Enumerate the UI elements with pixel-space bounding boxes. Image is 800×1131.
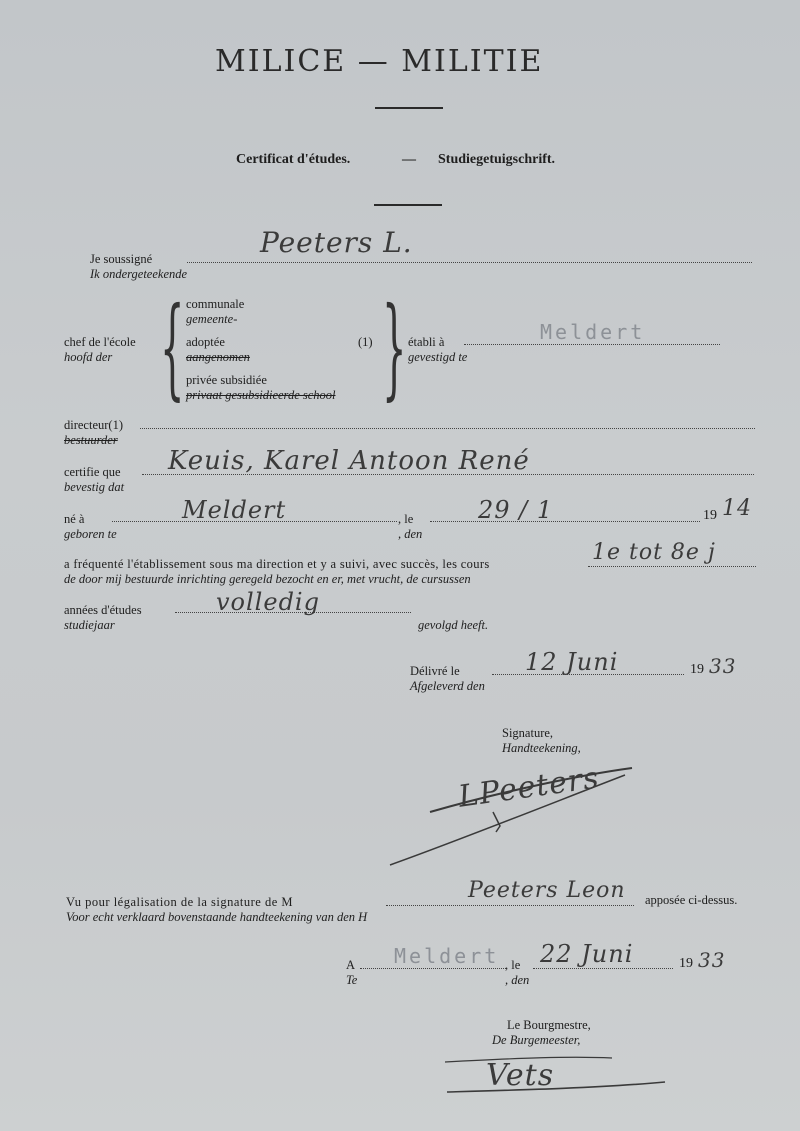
school-footnote-marker: (1)	[358, 335, 373, 349]
school-option-communal-nl: gemeente-	[186, 312, 238, 326]
left-brace: {	[160, 283, 185, 411]
years-label-nl: studiejaar	[64, 618, 115, 632]
place-value-stamp: Meldert	[394, 944, 500, 968]
delivered-label-fr: Délivré le	[410, 664, 460, 678]
subtitle-separator: —	[402, 152, 416, 167]
school-label-fr: chef de l'école	[64, 335, 136, 349]
undersigned-label-fr: Je soussigné	[90, 252, 153, 266]
undersigned-value: Peeters L.	[260, 226, 413, 259]
director-label-fr: directeur(1)	[64, 418, 123, 432]
right-brace: }	[382, 283, 407, 411]
legalisation-line-nl: Voor echt verklaard bovenstaande handteekening van den H	[66, 910, 368, 924]
legalisation-line-fr: Vu pour légalisation de la signature de M	[66, 895, 293, 909]
school-option-private-nl: privaat gesubsidieerde school	[186, 388, 336, 402]
mayor-label-fr: Le Bourgmestre,	[507, 1018, 591, 1032]
birthdate-label-nl: , den	[398, 527, 423, 541]
years-value: volledig	[216, 588, 320, 616]
birth-year-value: 14	[722, 496, 752, 521]
place-date-label-fr: , le	[505, 958, 521, 972]
located-dotted-line	[464, 344, 720, 345]
school-label-nl: hoofd der	[64, 350, 113, 364]
courses-value: 1e tot 8e j	[592, 540, 716, 565]
title-rule	[375, 107, 443, 109]
undersigned-dotted-line	[187, 262, 752, 263]
place-date-value: 22 Juni	[540, 940, 634, 968]
attendance-line-nl: de door mij bestuurde inrichting geregeld bezocht en er, met vrucht, de cursussen	[64, 572, 471, 586]
located-label-nl: gevestigd te	[408, 350, 468, 364]
place-year-value: 33	[698, 948, 726, 972]
birthdate-dotted-line	[430, 521, 700, 522]
subtitle-rule	[374, 204, 442, 206]
place-year-prefix: 19	[679, 956, 693, 971]
legalisation-value: Peeters Leon	[468, 878, 626, 903]
delivered-label-nl: Afgeleverd den	[410, 679, 485, 693]
undersigned-label-nl: Ik ondergeteekende	[90, 267, 188, 281]
mayor-signature: Vets	[486, 1058, 555, 1093]
mayor-label-nl: De Burgemeester,	[492, 1033, 581, 1047]
birth-year-prefix: 19	[703, 508, 717, 523]
subtitle-nl: Studiegetuigschrift.	[438, 152, 556, 167]
delivered-value: 12 Juni	[525, 648, 619, 676]
head-signature: LPeeters	[456, 760, 602, 815]
place-date-dotted-line	[533, 968, 673, 969]
delivered-year-value: 33	[709, 654, 737, 678]
legalisation-dotted-line	[386, 905, 634, 906]
certifies-label-fr: certifie que	[64, 465, 121, 479]
birthplace-value: Meldert	[182, 496, 287, 524]
subtitle-fr: Certificat d'études.	[236, 152, 351, 167]
document-title: MILICE — MILITIE	[215, 44, 544, 79]
school-option-adopted-nl: aangenomen	[186, 350, 250, 364]
delivered-year-prefix: 19	[690, 662, 704, 677]
certifies-label-nl: bevestig dat	[64, 480, 125, 494]
school-option-adopted-fr: adoptée	[186, 335, 225, 349]
located-label-fr: établi à	[408, 335, 445, 349]
birthplace-label-nl: geboren te	[64, 527, 117, 541]
place-at-label-fr: A	[346, 958, 356, 972]
attendance-line-fr: a fréquenté l'établissement sous ma direction et y a suivi, avec succès, les cours	[64, 557, 490, 571]
school-option-communal-fr: communale	[186, 297, 245, 311]
signature-label-fr: Signature,	[502, 726, 554, 740]
signature-label-nl: Handteekening,	[502, 741, 581, 755]
birthdate-label-fr: , le	[398, 512, 414, 526]
followed-label-nl: gevolgd heeft.	[418, 618, 489, 632]
place-date-label-nl: , den	[505, 973, 530, 987]
courses-dotted-line	[588, 566, 756, 567]
located-value-stamp: Meldert	[540, 320, 646, 344]
pupil-name-value: Keuis, Karel Antoon René	[168, 446, 530, 476]
director-dotted-line	[140, 428, 755, 429]
birthdate-value: 29 / 1	[478, 496, 554, 524]
years-label-fr: années d'études	[64, 603, 142, 617]
legalisation-after-fr: apposée ci-dessus.	[645, 893, 738, 907]
birthplace-label-fr: né à	[64, 512, 85, 526]
director-label-nl: bestuurder	[64, 433, 118, 447]
school-option-private-fr: privée subsidiée	[186, 373, 267, 387]
place-dotted-line	[360, 968, 506, 969]
place-at-label-nl: Te	[346, 973, 358, 987]
